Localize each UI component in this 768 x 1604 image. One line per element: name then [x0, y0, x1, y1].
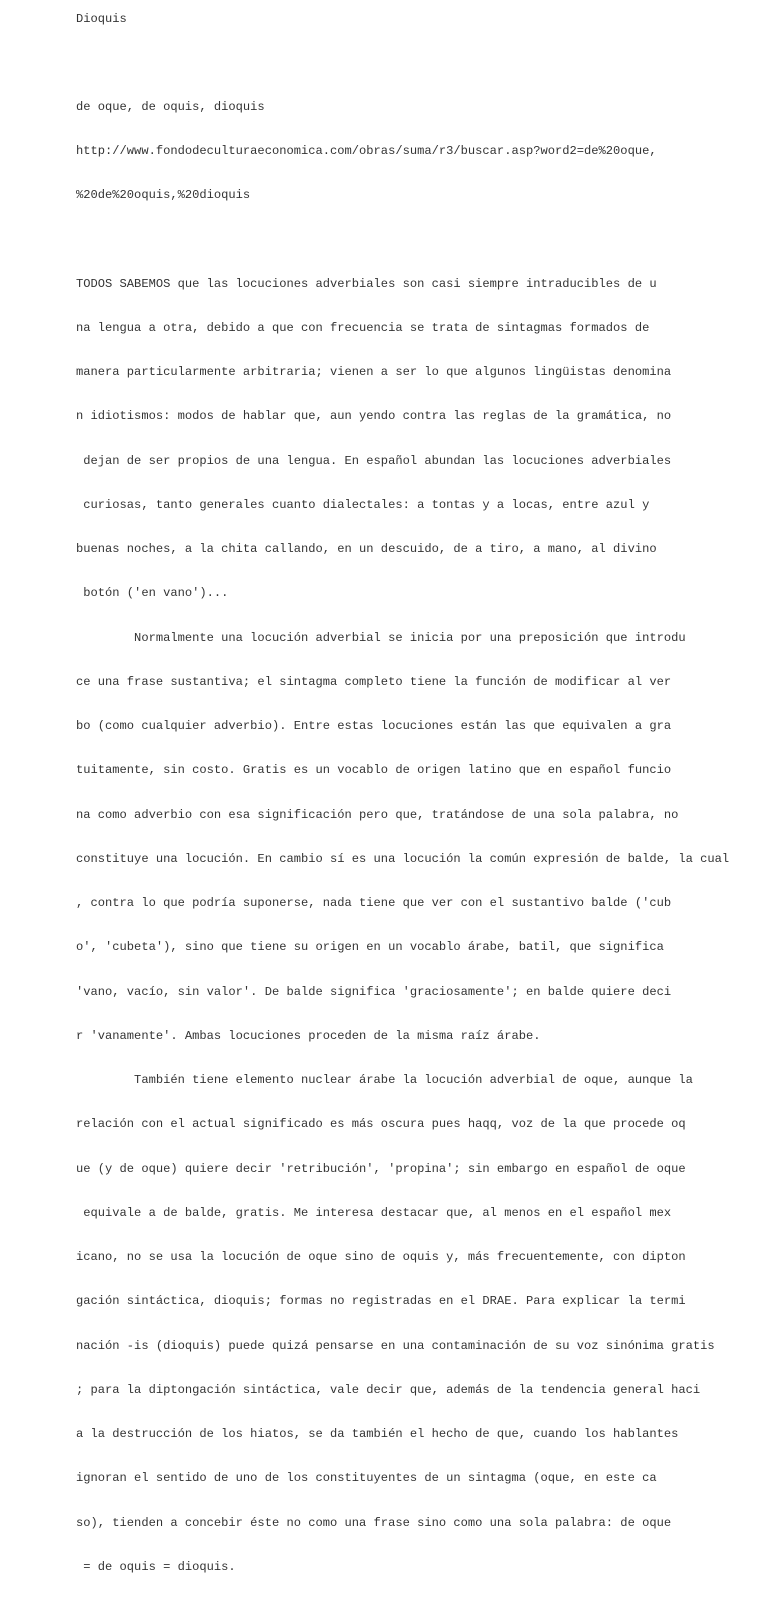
text-line: o', 'cubeta'), sino que tiene su origen en un vocablo árabe, batil, que significa — [76, 940, 664, 955]
text-line: ue (y de oque) quiere decir 'retribución', 'propina'; sin embargo en español de oque — [76, 1161, 686, 1176]
text-line: buenas noches, a la chita callando, en un descuido, de a tiro, a mano, al divino — [76, 542, 657, 556]
page-header-title: Dioquis — [76, 12, 127, 26]
text-line: , contra lo que podría suponerse, nada tiene que ver con el sustantivo balde ('cub — [76, 896, 672, 910]
blank-line — [76, 232, 729, 247]
text-line: curiosas, tanto generales cuanto dialectales: a tontas y a locas, entre azul y — [76, 497, 650, 512]
text-line: TODOS SABEMOS que las locuciones adverbiales son casi siempre intraducibles de u — [76, 276, 657, 291]
text-line: = de oquis = dioquis. — [76, 1559, 236, 1574]
text-line: botón ('en vano')... — [76, 586, 229, 601]
text-line: dejan de ser propios de una lengua. En español abundan las locuciones adverbiales — [76, 453, 672, 468]
text-line: de oque, de oquis, dioquis — [76, 99, 265, 114]
text-line: ignoran el sentido de uno de los constituyentes de un sintagma (oque, en este ca — [76, 1471, 657, 1486]
text-line: tuitamente, sin costo. Gratis es un vocablo de origen latino que en español funcio — [76, 763, 672, 778]
text-line: constituye una locución. En cambio sí es una locución la común expresión de balde, la cual — [76, 851, 730, 866]
text-line: gación sintáctica, dioquis; formas no registradas en el DRAE. Para explicar la termi — [76, 1294, 686, 1309]
text-line: equivale a de balde, gratis. Me interesa destacar que, al menos en el español mex — [76, 1205, 672, 1220]
text-line: Normalmente una locución adverbial se inicia por una preposición que introdu — [76, 630, 686, 645]
text-line: bo (como cualquier adverbio). Entre estas locuciones están las que equivalen a gra — [76, 719, 672, 733]
text-line: r 'vanamente'. Ambas locuciones proceden de la misma raíz árabe. — [76, 1028, 541, 1043]
text-line: nación -is (dioquis) puede quizá pensarse en una contaminación de su voz sinónima gratis — [76, 1338, 715, 1353]
text-line: icano, no se usa la locución de oque sino de oquis y, más frecuentemente, con dipton — [76, 1250, 686, 1264]
text-line: a la destrucción de los hiatos, se da también el hecho de que, cuando los hablantes — [76, 1427, 679, 1441]
text-line: ce una frase sustantiva; el sintagma completo tiene la función de modificar al ver — [76, 674, 672, 689]
text-line: n idiotismos: modos de hablar que, aun yendo contra las reglas de la gramática, no — [76, 409, 672, 424]
document-body — [76, 70, 729, 1604]
text-line: ; para la diptongación sintáctica, vale decir que, además de la tendencia general haci — [76, 1382, 701, 1397]
source-link-line[interactable]: %20de%20oquis,%20dioquis — [76, 188, 251, 202]
text-line: na lengua a otra, debido a que con frecuencia se trata de sintagmas formados de — [76, 320, 650, 335]
text-line: so), tienden a concebir éste no como una frase sino como una sola palabra: de oque — [76, 1515, 672, 1530]
text-line: manera particularmente arbitraria; vienen a ser lo que algunos lingüistas denomina — [76, 365, 672, 379]
text-line: 'vano, vacío, sin valor'. De balde significa 'graciosamente'; en balde quiere deci — [76, 984, 672, 999]
text-line: na como adverbio con esa significación pero que, tratándose de una sola palabra, no — [76, 807, 679, 822]
text-line: También tiene elemento nuclear árabe la locución adverbial de oque, aunque la — [76, 1073, 693, 1087]
source-link-line[interactable]: http://www.fondodeculturaeconomica.com/obras/suma/r3/buscar.asp?word2=de%20oque, — [76, 143, 657, 158]
text-line: relación con el actual significado es más oscura pues haqq, voz de la que procede oq — [76, 1117, 686, 1132]
